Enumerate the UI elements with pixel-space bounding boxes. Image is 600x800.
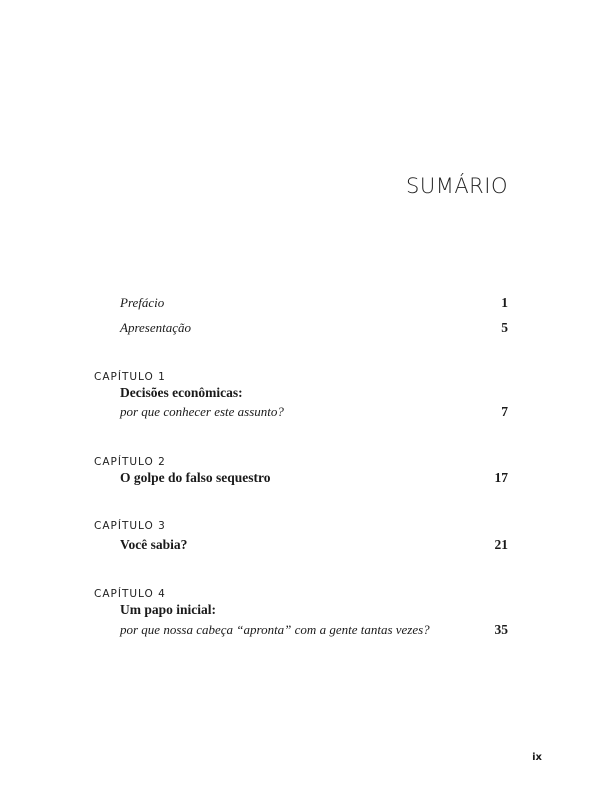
chapter-2-label: CAPÍTULO 2 (94, 456, 166, 468)
chapter-1-subtitle: por que conhecer este assunto? (120, 404, 284, 419)
chapter-1-entry[interactable] (120, 404, 508, 420)
chapter-4-subtitle: por que nossa cabeça “apronta” com a gente tantas vezes? (120, 622, 430, 637)
chapter-1-title[interactable]: Decisões econômicas: (120, 385, 243, 400)
toc-entry-apresentacao[interactable] (120, 320, 508, 336)
toc-entry-page: 1 (501, 295, 508, 310)
chapter-3-page: 21 (494, 537, 508, 552)
chapter-4-label: CAPÍTULO 4 (94, 588, 166, 600)
toc-entry-page: 5 (501, 320, 508, 335)
chapter-1-label: CAPÍTULO 1 (94, 371, 166, 383)
chapter-3-label: CAPÍTULO 3 (94, 520, 166, 532)
toc-entry-prefacio[interactable] (120, 295, 508, 311)
chapter-3-entry[interactable] (120, 537, 508, 553)
toc-entry-label: Prefácio (120, 295, 165, 310)
chapter-3-title: Você sabia? (120, 537, 188, 552)
chapter-2-entry[interactable] (120, 470, 508, 486)
chapter-2-page: 17 (494, 470, 508, 485)
toc-entry-label: Apresentação (120, 320, 191, 335)
chapter-2-title: O golpe do falso sequestro (120, 470, 271, 485)
chapter-4-page: 35 (494, 622, 508, 637)
chapter-4-title[interactable]: Um papo inicial: (120, 602, 217, 617)
page-number: ix (532, 752, 542, 763)
page-title: SUMÁRIO (406, 174, 508, 198)
chapter-4-entry[interactable] (120, 622, 508, 638)
chapter-1-page: 7 (501, 404, 508, 419)
